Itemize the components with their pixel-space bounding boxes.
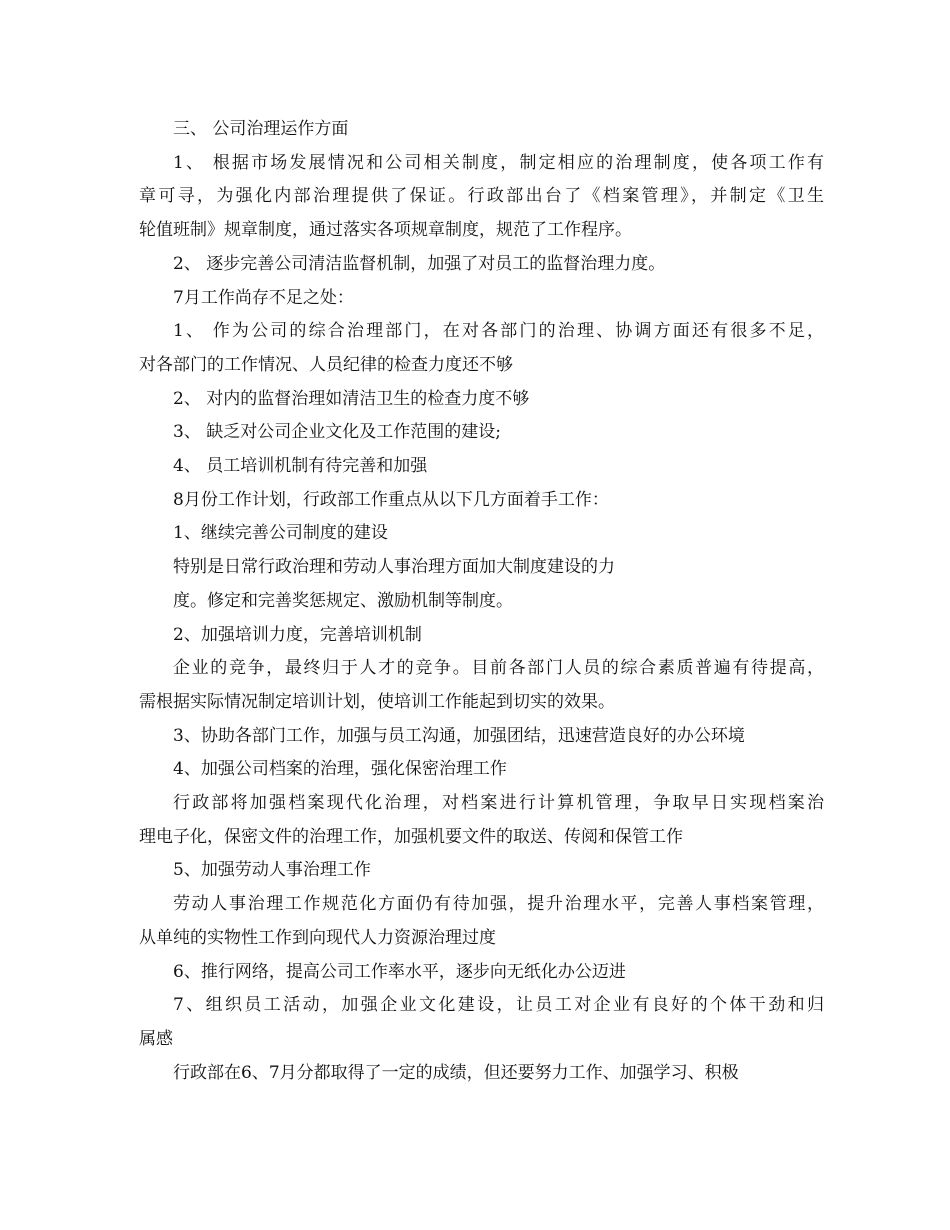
paragraph-line: 2、 对内的监督治理如清洁卫生的检查力度不够 xyxy=(173,388,530,409)
paragraph-line: 1、 根据市场发展情况和公司相关制度，制定相应的治理制度，使各项工作有 xyxy=(173,152,824,173)
paragraph-line: 3、协助各部门工作，加强与员工沟通，加强团结，迅速营造良好的办公环境 xyxy=(173,725,745,746)
paragraph-line: 对各部门的工作情况、人员纪律的检查力度还不够 xyxy=(139,354,513,375)
paragraph-line: 3、 缺乏对公司企业文化及工作范围的建设; xyxy=(173,422,501,443)
paragraph-line: 1、继续完善公司制度的建设 xyxy=(173,523,388,544)
paragraph-line: 特别是日常行政治理和劳动人事治理方面加大制度建设的力 xyxy=(173,557,615,578)
paragraph-line: 企业的竞争，最终归于人才的竞争。目前各部门人员的综合素质普遍有待提高， xyxy=(173,658,824,679)
paragraph-line: 劳动人事治理工作规范化方面仍有待加强，提升治理水平，完善人事档案管理， xyxy=(173,894,824,915)
paragraph-line: 4、 员工培训机制有待完善和加强 xyxy=(173,456,428,477)
paragraph-line: 三、 公司治理运作方面 xyxy=(173,119,349,139)
paragraph-line: 7、组织员工活动，加强企业文化建设，让员工对企业有良好的个体干劲和归 xyxy=(173,995,824,1016)
paragraph-line: 4、加强公司档案的治理，强化保密治理工作 xyxy=(173,759,507,780)
paragraph-line: 5、加强劳动人事治理工作 xyxy=(173,860,371,881)
paragraph-line: 从单纯的实物性工作到向现代人力资源治理过度 xyxy=(139,927,496,948)
paragraph-line: 2、 逐步完善公司清洁监督机制，加强了对员工的监督治理力度。 xyxy=(173,253,666,274)
paragraph-line: 轮值班制》规章制度，通过落实各项规章制度，规范了工作程序。 xyxy=(139,220,632,241)
paragraph-line: 8月份工作计划，行政部工作重点从以下几方面着手工作： xyxy=(173,489,609,510)
paragraph-line: 7月工作尚存不足之处： xyxy=(173,287,354,308)
paragraph-line: 理电子化，保密文件的治理工作，加强机要文件的取送、传阅和保管工作 xyxy=(139,826,683,847)
document-body xyxy=(139,113,824,1090)
paragraph-line: 2、加强培训力度，完善培训机制 xyxy=(173,624,422,645)
paragraph-line: 需根据实际情况制定培训计划，使培训工作能起到切实的效果。 xyxy=(139,691,615,712)
paragraph-line: 章可寻，为强化内部治理提供了保证。行政部出台了《档案管理》，并制定《卫生 xyxy=(139,186,824,207)
paragraph-line: 度。修定和完善奖惩规定、激励机制等制度。 xyxy=(173,590,513,611)
paragraph-line: 6、推行网络，提高公司工作率水平，逐步向无纸化办公迈进 xyxy=(173,961,626,982)
paragraph-line: 行政部将加强档案现代化治理，对档案进行计算机管理，争取早日实现档案治 xyxy=(173,793,824,814)
paragraph-line: 1、 作为公司的综合治理部门，在对各部门的治理、协调方面还有很多不足， xyxy=(173,321,824,342)
paragraph-line: 行政部在6、7月分都取得了一定的成绩，但还要努力工作、加强学习、积极 xyxy=(173,1062,739,1083)
paragraph-line: 属感 xyxy=(139,1028,173,1049)
